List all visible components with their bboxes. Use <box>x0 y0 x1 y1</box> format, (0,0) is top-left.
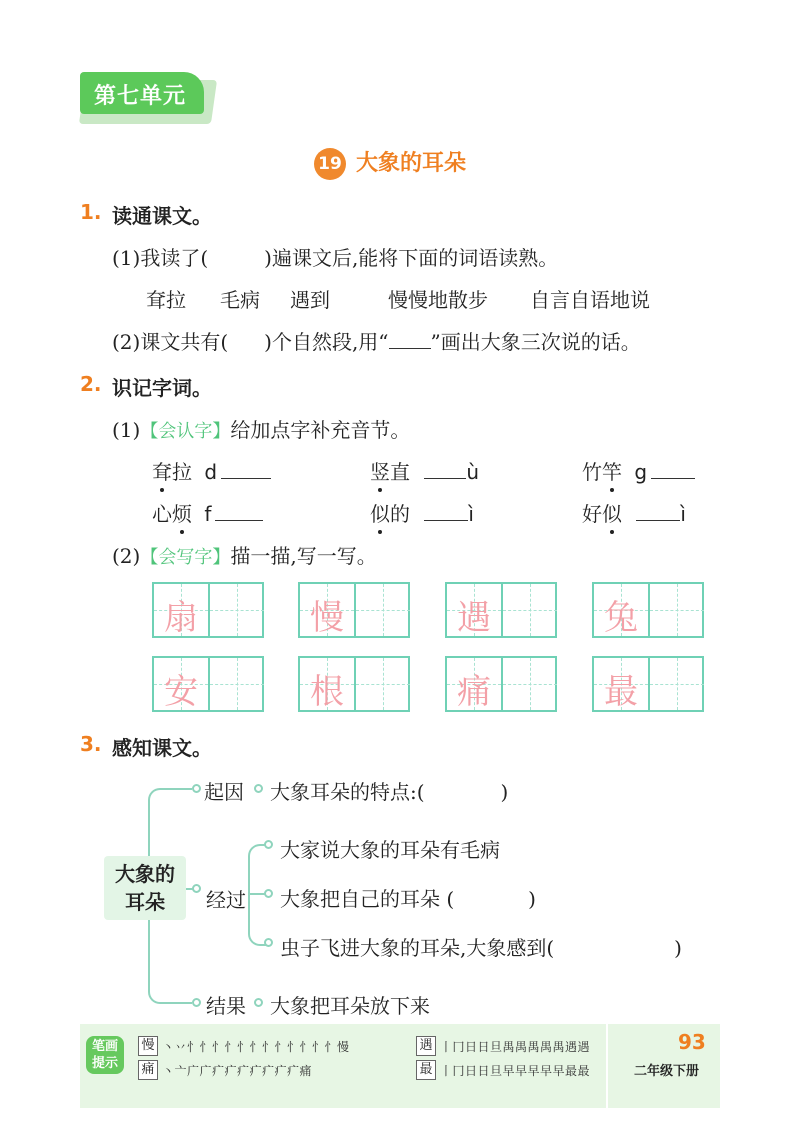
word-char: 心 <box>152 502 172 526</box>
q3-number: 3. <box>80 732 102 756</box>
writing-cell[interactable] <box>650 658 704 710</box>
pinyin-hint: g <box>634 460 648 484</box>
stroke-char: 最 <box>416 1060 436 1080</box>
tag-recognize: 【会认字】 <box>140 421 231 442</box>
tip-line1: 笔画 <box>91 1039 118 1054</box>
q2-sub2-num: (2) <box>112 544 141 568</box>
map-node <box>264 938 273 947</box>
writing-cell[interactable] <box>503 658 557 710</box>
map-node <box>192 784 201 793</box>
dotted-char: 竖 <box>370 460 390 484</box>
writing-cell[interactable] <box>650 584 704 636</box>
q1-line2-suffix: ”画出大象三次说的话。 <box>430 330 641 354</box>
pinyin-blank[interactable] <box>636 500 680 521</box>
pinyin-blank[interactable] <box>424 500 468 521</box>
stroke-char: 痛 <box>138 1060 158 1080</box>
cause-text <box>270 776 508 805</box>
pinyin-item <box>152 498 263 527</box>
pinyin-hint: f <box>204 502 212 526</box>
stroke-sequence: 丶丷忄忄忄忄忄忄忄忄忄忄忄忄慢 <box>162 1040 350 1054</box>
branch-cause-label: 起因 <box>204 780 244 804</box>
stroke-sequence: 丶亠广广疒疒疒疒疒疒疒痛 <box>162 1064 313 1078</box>
writing-cell[interactable] <box>356 658 410 710</box>
pinyin-blank[interactable] <box>215 500 263 521</box>
writing-grid <box>592 582 704 638</box>
pinyin-blank[interactable] <box>221 458 271 479</box>
trace-character: 安 <box>164 672 198 712</box>
writing-cell[interactable] <box>210 584 264 636</box>
q1-line1-prefix: (1)我读了( <box>112 246 209 270</box>
dotted-char: 似 <box>602 502 622 526</box>
root-line2: 耳朵 <box>125 890 165 914</box>
lesson-number-badge: 19 <box>314 148 346 180</box>
mindmap-root <box>104 856 186 920</box>
branch-process-label: 经过 <box>206 888 246 912</box>
q2-sub1-text: 给加点字补充音节。 <box>230 418 411 442</box>
dotted-char: 竿 <box>602 460 622 484</box>
pinyin-hint: d <box>204 460 218 484</box>
process-item-1: 大家说大象的耳朵有毛病 <box>280 838 500 862</box>
q1-line2 <box>112 326 641 355</box>
q1-line2-mid: )个自然段,用“ <box>264 330 389 354</box>
tip-line2: 提示 <box>91 1056 118 1071</box>
stroke-char: 遇 <box>416 1036 436 1056</box>
q1-word: 慢慢地散步 <box>388 288 488 312</box>
stroke-tip-badge <box>86 1036 124 1074</box>
tag-write: 【会写字】 <box>140 547 231 568</box>
writing-cell[interactable] <box>503 584 557 636</box>
connector <box>148 788 192 862</box>
unit-banner <box>80 72 212 120</box>
trace-character: 痛 <box>457 672 491 712</box>
page-number: 93 <box>678 1030 706 1054</box>
word-char: 好 <box>582 502 602 526</box>
writing-cell[interactable] <box>210 658 264 710</box>
q1-word: 毛病 <box>220 288 260 312</box>
writing-grid <box>298 656 410 712</box>
trace-character: 兔 <box>604 598 638 638</box>
pinyin-hint: ì <box>468 502 474 526</box>
q1-title: 读通课文。 <box>112 204 212 228</box>
writing-grid <box>152 656 264 712</box>
pinyin-item <box>152 456 271 485</box>
word-char: 的 <box>390 502 410 526</box>
writing-grid <box>298 582 410 638</box>
trace-character: 最 <box>604 672 638 712</box>
map-node <box>254 998 263 1007</box>
paren-close: ) <box>674 936 682 960</box>
pinyin-item <box>370 456 479 485</box>
map-node <box>192 884 201 893</box>
underline-sample <box>389 328 431 349</box>
q1-word: 遇到 <box>290 288 330 312</box>
word-char: 拉 <box>172 460 192 484</box>
map-node <box>254 784 263 793</box>
pinyin-blank[interactable] <box>651 458 695 479</box>
word-char: 竹 <box>582 460 602 484</box>
q1-line2-prefix: (2)课文共有( <box>112 330 229 354</box>
dotted-char: 耷 <box>152 460 172 484</box>
result-text: 大象把耳朵放下来 <box>270 994 430 1018</box>
dotted-char: 烦 <box>172 502 192 526</box>
q2-sub2-text: 描一描,写一写。 <box>230 544 377 568</box>
connector <box>148 918 192 1004</box>
q2-sub1-num: (1) <box>112 418 141 442</box>
pinyin-blank[interactable] <box>424 458 466 479</box>
pinyin-hint: ì <box>680 502 686 526</box>
stroke-char: 慢 <box>138 1036 158 1056</box>
writing-cell[interactable] <box>356 584 410 636</box>
writing-grid <box>592 656 704 712</box>
q1-line1-suffix: )遍课文后,能将下面的词语读熟。 <box>264 246 559 270</box>
unit-label: 第七单元 <box>94 84 187 109</box>
process-item-3 <box>280 932 682 961</box>
root-line1: 大象的 <box>115 862 175 886</box>
q2-sub1 <box>112 414 410 443</box>
trace-character: 慢 <box>310 598 344 638</box>
q1-number: 1. <box>80 200 102 224</box>
q2-title: 识记字词。 <box>112 376 212 400</box>
trace-character: 扇 <box>164 598 198 638</box>
stroke-sequence: 丨冂日日旦禺禺禺禺禺遇遇 <box>440 1040 591 1054</box>
process-prompt: 虫子飞进大象的耳朵,大象感到( <box>280 936 555 960</box>
q2-number: 2. <box>80 372 102 396</box>
writing-grid <box>445 582 557 638</box>
q1-line1 <box>112 242 558 271</box>
paren-close: ) <box>500 780 509 804</box>
branch-result-label: 结果 <box>206 994 246 1018</box>
paren-close: ) <box>528 887 536 911</box>
writing-grid <box>152 582 264 638</box>
trace-character: 遇 <box>457 598 491 638</box>
process-item-2 <box>280 883 536 912</box>
writing-grid <box>445 656 557 712</box>
map-node <box>192 998 201 1007</box>
q3-title: 感知课文。 <box>112 736 212 760</box>
q1-word: 耷拉 <box>146 288 186 312</box>
q1-word: 自言自语地说 <box>530 288 650 312</box>
word-char: 直 <box>390 460 410 484</box>
trace-character: 根 <box>310 672 344 712</box>
stroke-sequence: 丨冂日日旦早早早早早最最 <box>440 1064 591 1078</box>
lesson-title: 大象的耳朵 <box>356 151 467 176</box>
map-node <box>264 840 273 849</box>
pinyin-hint: ù <box>466 460 480 484</box>
pinyin-item <box>370 498 474 527</box>
pinyin-item <box>582 456 695 485</box>
dotted-char: 似 <box>370 502 390 526</box>
process-prompt: 大象把自己的耳朵 ( <box>280 887 455 911</box>
q2-sub2 <box>112 540 377 569</box>
book-name: 二年级下册 <box>634 1064 700 1079</box>
map-node <box>264 889 273 898</box>
cause-prompt: 大象耳朵的特点:( <box>270 780 425 804</box>
pinyin-item <box>582 498 686 527</box>
